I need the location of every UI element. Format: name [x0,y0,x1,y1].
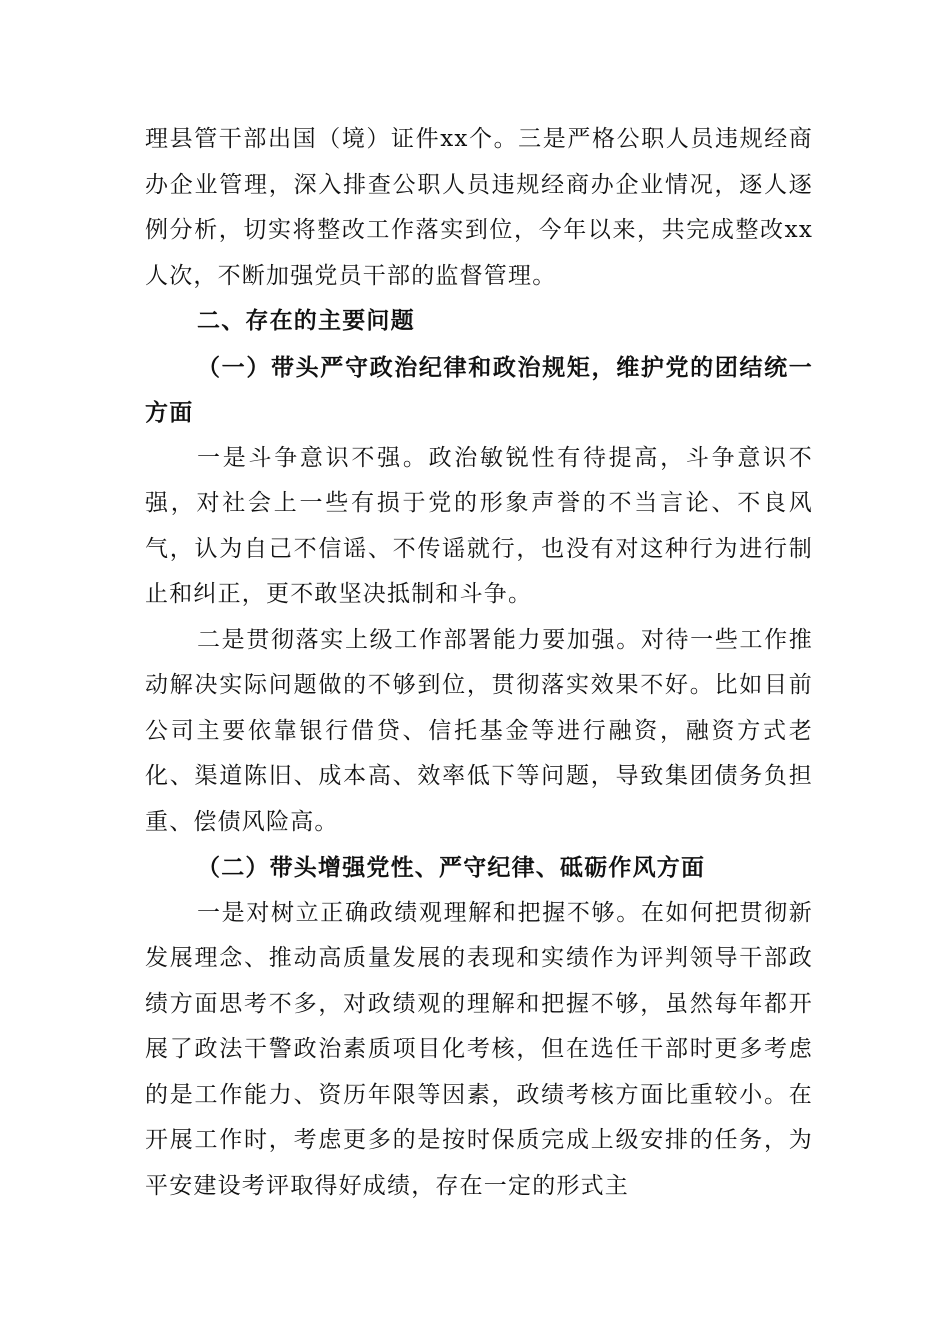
section-heading: 二、存在的主要问题 [197,308,415,334]
document-body [145,117,813,1209]
paragraph-continuation: 理县管干部出国（境）证件xx个。三是严格公职人员违规经商办企业管理，深入排查公职人员违规经商办企业情况，逐人逐例分析，切实将整改工作落实到位，今年以来，共完成整改xx人次，不断加强党员干部的监督管理。 [145,126,813,289]
subsection-heading-1: （一）带头严守政治纪律和政治规矩，维护党的团结统一方面 [145,353,813,426]
paragraph-performance-view: 一是对树立正确政绩观理解和把握不够。在如何把贯彻新发展理念、推动高质量发展的表现和实绩作为评判领导干部政绩方面思考不多，对政绩观的理解和把握不够，虽然每年都开展了政法干警政治素质项目化考核，但在选任干部时更多考虑的是工作能力、资历年限等因素，政绩考核方面比重较小。在开展工作时，考虑更多的是按时保质完成上级安排的任务，为平安建设考评取得好成绩，存在一定的形式主 [145,899,813,1199]
paragraph-struggle-awareness: 一是斗争意识不强。政治敏锐性有待提高，斗争意识不强，对社会上一些有损于党的形象声誉的不当言论、不良风气，认为自己不信谣、不传谣就行，也没有对这种行为进行制止和纠正，更不敢坚决抵制和斗争。 [145,444,813,607]
paragraph-implementation: 二是贯彻落实上级工作部署能力要加强。对待一些工作推动解决实际问题做的不够到位，贯彻落实效果不好。比如目前公司主要依靠银行借贷、信托基金等进行融资，融资方式老化、渠道陈旧、成本高、效率低下等问题，导致集团债务负担重、偿债风险高。 [145,626,813,835]
subsection-heading-2: （二）带头增强党性、严守纪律、砥砺作风方面 [197,854,706,881]
